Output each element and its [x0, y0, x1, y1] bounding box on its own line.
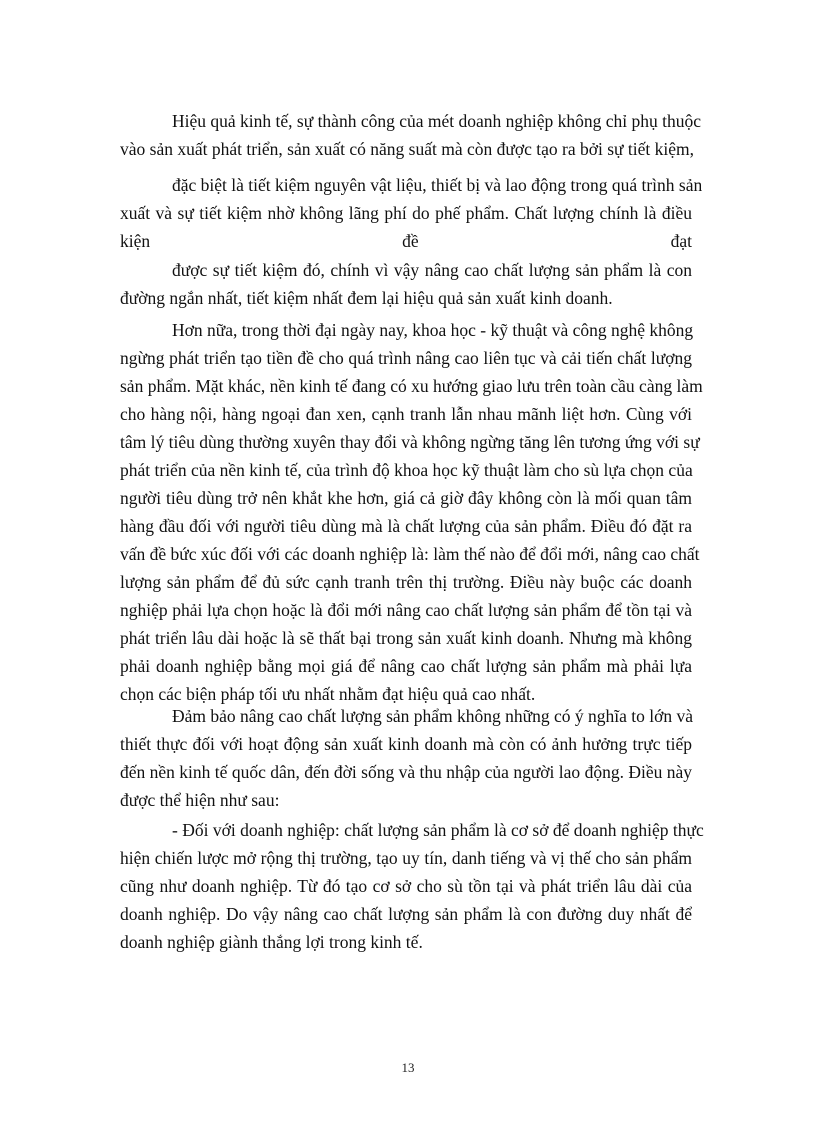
- text-line: doanh nghiệp giành thắng lợi trong kinh tế.: [120, 932, 423, 952]
- text-line: phát triển của nền kinh tế, của trình độ khoa học kỹ thuật làm cho sù lựa chọn của: [120, 460, 693, 480]
- text-line: sản phẩm. Mặt khác, nền kinh tế đang có xu hướng giao lưu trên toàn cầu càng làm: [120, 376, 703, 396]
- paragraph-importance: [120, 702, 692, 814]
- paragraph-enterprise: [120, 816, 704, 956]
- paragraph-technology: [120, 316, 703, 708]
- paragraph-savings: [120, 171, 703, 255]
- text-line: ngừng phát triển tạo tiền đề cho quá trình nâng cao liên tục và cải tiến chất lượng: [120, 348, 692, 368]
- text-line: tâm lý tiêu dùng thường xuyên thay đổi và không ngừng tăng lên tương ứng với sự: [120, 432, 700, 452]
- text-line: Hơn nữa, trong thời đại ngày nay, khoa học - kỹ thuật và công nghệ không: [172, 320, 694, 340]
- text-line: phải doanh nghiệp bằng mọi giá để nâng cao chất lượng sản phẩm mà phải lựa: [120, 656, 692, 676]
- text-line: đến nền kinh tế quốc dân, đến đời sống và thu nhập của người lao động. Điều này: [120, 762, 692, 782]
- text-line: đường ngắn nhất, tiết kiệm nhất đem lại hiệu quả sản xuất kinh doanh.: [120, 288, 613, 308]
- text-line: hiện chiến lược mở rộng thị trường, tạo uy tín, danh tiếng và vị thế cho sản phẩm: [120, 848, 692, 868]
- text-line: được sự tiết kiệm đó, chính vì vậy nâng cao chất lượng sản phẩm là con: [172, 260, 692, 280]
- text-line: Hiệu quả kinh tế, sự thành công của mét doanh nghiệp không chỉ phụ thuộc: [172, 111, 702, 131]
- text-line: hàng đầu đối với người tiêu dùng mà là chất lượng của sản phẩm. Điều đó đặt ra: [120, 516, 692, 536]
- text-line: phát triển lâu dài hoặc là sẽ thất bại trong sản xuất kinh doanh. Nhưng mà không: [120, 628, 692, 648]
- text-line: đặc biệt là tiết kiệm nguyên vật liệu, thiết bị và lao động trong quá trình sản: [172, 175, 703, 195]
- text-line: kiện đề đạt: [120, 231, 692, 251]
- page-number: 13: [401, 1060, 415, 1075]
- text-line: vấn đề bức xúc đối với các doanh nghiệp là: làm thế nào để đổi mới, nâng cao chất: [120, 544, 700, 564]
- paragraph-shortest-path: [120, 256, 692, 312]
- text-line: doanh nghiệp. Do vậy nâng cao chất lượng sản phẩm là con đường duy nhất để: [120, 904, 692, 924]
- text-line: thiết thực đối với hoạt động sản xuất kinh doanh mà còn có ảnh hưởng trực tiếp: [120, 734, 692, 754]
- text-line: nghiệp phải lựa chọn hoặc là đổi mới nâng cao chất lượng sản phẩm để tồn tại và: [120, 600, 692, 620]
- paragraph-efficiency: [120, 107, 702, 163]
- text-line: chọn các biện pháp tối ưu nhất nhằm đạt hiệu quả cao nhất.: [120, 684, 536, 704]
- text-line: - Đối với doanh nghiệp: chất lượng sản phẩm là cơ sở để doanh nghiệp thực: [172, 820, 704, 840]
- text-line: xuất và sự tiết kiệm nhờ không lãng phí do phế phẩm. Chất lượng chính là điều: [120, 203, 692, 223]
- text-line: vào sản xuất phát triển, sản xuất có năng suất mà còn được tạo ra bởi sự tiết kiệm,: [120, 139, 694, 159]
- text-line: cũng như doanh nghiệp. Từ đó tạo cơ sở cho sù tồn tại và phát triển lâu dài của: [120, 876, 692, 896]
- text-line: được thể hiện như sau:: [120, 790, 280, 810]
- text-line: cho hàng nội, hàng ngoại đan xen, cạnh tranh lẫn nhau mãnh liệt hơn. Cùng với: [120, 404, 692, 424]
- text-line: lượng sản phẩm để đủ sức cạnh tranh trên thị trường. Điều này buộc các doanh: [120, 572, 692, 592]
- text-line: người tiêu dùng trở nên khắt khe hơn, giá cả giờ đây không còn là mối quan tâm: [120, 488, 692, 508]
- text-line: Đảm bảo nâng cao chất lượng sản phẩm không những có ý nghĩa to lớn và: [172, 706, 694, 726]
